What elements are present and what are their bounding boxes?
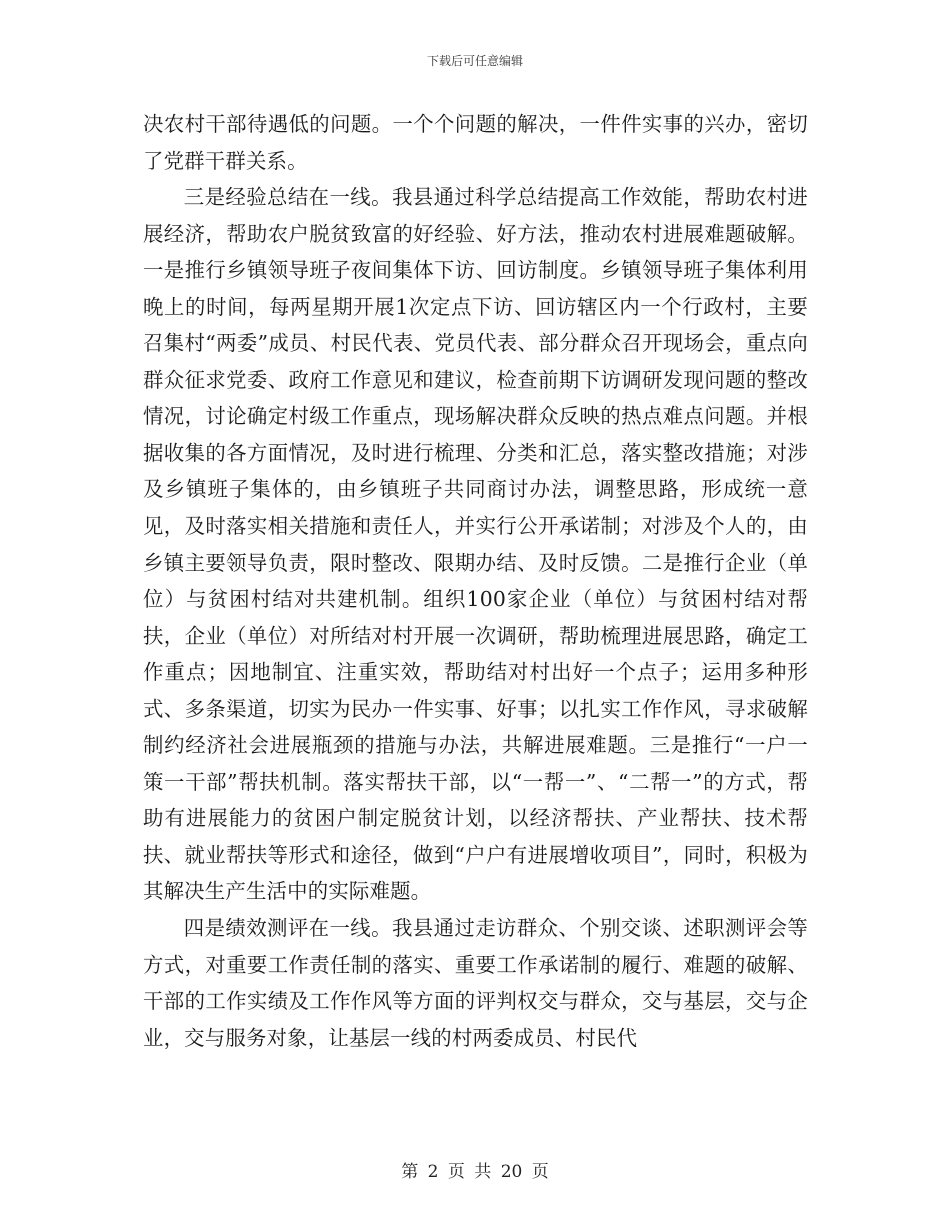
page-header: 下载后可任意编辑 [426, 54, 523, 68]
paragraph-continuation: 决农村干部待遇低的问题。一个个问题的解决，一件件实事的兴办，密切了党群干群关系。 [143, 112, 808, 173]
page-number-footer: 第 2 页 共 20 页 [401, 1162, 549, 1182]
paragraph-performance-evaluation: 四是绩效测评在一线。我县通过走访群众、个别交谈、述职测评会等方式，对重要工作责任制的落实、重要工作承诺制的履行、难题的破解、干部的工作实绩及工作作风等方面的评判权交与群众，交与基层，交与企业，交与服务对象，让基层一线的村两委成员、村民代 [143, 916, 808, 1050]
paragraph-experience-summary: 三是经验总结在一线。我县通过科学总结提高工作效能，帮助农村进展经济，帮助农户脱贫致富的好经验、好方法，推动农村进展难题破解。一是推行乡镇领导班子夜间集体下访、回访制度。乡镇领导班子集体利用晚上的时间，每两星期开展1次定点下访、回访辖区内一个行政村，主要召集村“两委”成员、村民代表、党员代表、部分群众召开现场会，重点向群众征求党委、政府工作意见和建议，检查前期下访调研发现问题的整改情况，讨论确定村级工作重点，现场解决群众反映的热点难点问题。并根据收集的各方面情况，及时进行梳理、分类和汇总，落实整改措施；对涉及乡镇班子集体的，由乡镇班子共同商讨办法，调整思路，形成统一意见，及时落实相关措施和责任人，并实行公开承诺制；对涉及个人的，由乡镇主要领导负责，限时整改、限期办结、及时反馈。二是推行企业（单位）与贫困村结对共建机制。组织100家企业（单位）与贫困村结对帮扶，企业（单位）对所结对村开展一次调研，帮助梳理进展思路，确定工作重点；因地制宜、注重实效，帮助结对村出好一个点子；运用多种形式、多条渠道，切实为民办一件实事、好事；以扎实工作作风，寻求破解制约经济社会进展瓶颈的措施与办法，共解进展难题。三是推行“一户一策一干部”帮扶机制。落实帮扶干部，以“一帮一”、“二帮一”的方式，帮助有进展能力的贫困户制定脱贫计划，以经济帮扶、产业帮扶、技术帮扶、就业帮扶等形式和途径，做到“户户有进展增收项目”，同时，积极为其解决生产生活中的实际难题。 [143, 185, 808, 904]
document-body [143, 106, 808, 1056]
